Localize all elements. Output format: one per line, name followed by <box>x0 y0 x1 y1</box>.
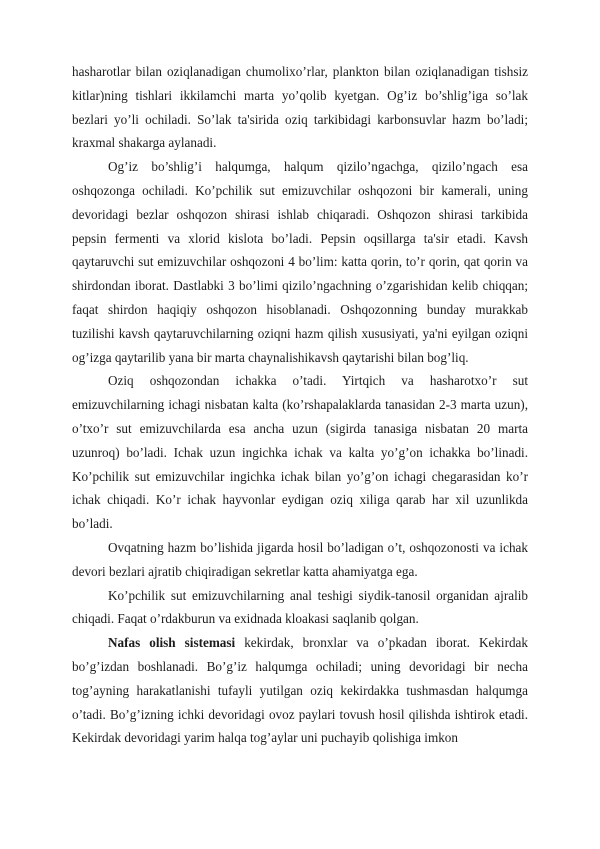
section-term: Nafas olish sistemasi <box>108 635 236 651</box>
paragraph-continuation: hasharotlar bilan oziqlanadigan chumolixo’rlar, plankton bilan oziqlanadigan tishsiz kitlar)ning tishlari ikkilamchi marta yo’qolib kyetgan. Og’iz bo’shlig’iga so’lak bezlari yo’li ochiladi. So’lak ta'sirida oziq tarkibidagi karbonsuvlar hazm bo’ladi; kraxmal shakarga aylanadi. <box>72 64 528 151</box>
paragraph-respiratory-text: kekirdak, bronxlar va o’pkadan iborat. Kekirdak bo’g’izdan boshlanadi. Bo’g’iz halqumga ochiladi; uning devoridagi bir necha tog’ayning harakatlanishi tufayli yutilgan oziq kekirdakka tushmasdan halqumga o’tadi. Bo’g’izning ichki devoridagi ovoz paylari tovush hosil qilishda ishtirok etadi. Kekirdak devoridagi yarim halqa tog’aylar uni puchayib qolishiga imkon <box>72 635 529 746</box>
paragraph-anal-opening: Ko’pchilik sut emizuvchilarning anal teshigi siydik-tanosil organidan ajralib chiqadi. Faqat o’rdakburun va exidnada kloakasi saqlanib qolgan. <box>72 587 528 627</box>
paragraph-digestion-glands: Ovqatning hazm bo’lishida jigarda hosil bo’ladigan o’t, oshqozonosti va ichak devori bezlari ajratib chiqiradigan sekretlar katta ahamiyatga ega. <box>72 539 528 579</box>
paragraph-stomach: Og’iz bo’shlig’i halqumga, halqum qizilo’ngachga, qizilo’ngach esa oshqozonga ochiladi. Ko’pchilik sut emizuvchilar oshqozoni bir kamerali, uning devoridagi bezlar oshqozon shirasi ishlab chiqaradi. Oshqozon shirasi tarkibida pepsin fermenti va xlorid kislota bo’ladi. Pepsin oqsillarga ta'sir etadi. Kavsh qaytaruvchi sut emizuvchilar oshqozoni 4 bo’lim: katta qorin, to’r qorin, qat qorin va shirdondan iborat. Dastlabki 3 bo’limi qizilo’ngachning o’zgarishidan kelib chiqqan; faqat shirdon haqiqiy oshqozon hisoblanadi. Oshqozonning bunday murakkab tuzilishi kavsh qaytaruvchilarning oziqni hazm qilish xususiyati, ya'ni eyilgan oziqni og’izga qaytarilib yana bir marta chaynalishikavsh qaytarishi bilan bog’liq. <box>72 159 528 365</box>
paragraph-respiratory-system <box>72 631 528 750</box>
paragraph-intestine: Oziq oshqozondan ichakka o’tadi. Yirtqich va hasharotxo’r sut emizuvchilarning ichagi nisbatan kalta (ko’rshapalaklarda tanasidan 2-3 marta uzun), o’txo’r sut emizuvchilarda esa ancha uzun (sigirda tanasiga nisbatan 20 marta uzunroq) bo’ladi. Ichak uzun ingichka ichak va kalta yo’g’on ichakka bo’linadi. Ko’pchilik sut emizuvchilar ingichka ichak bilan yo’g’on ichagi chegarasidan ko’r ichak chiqadi. Ko’r ichak hayvonlar eydigan oziq xiliga qarab har xil uzunlikda bo’ladi. <box>72 373 528 532</box>
